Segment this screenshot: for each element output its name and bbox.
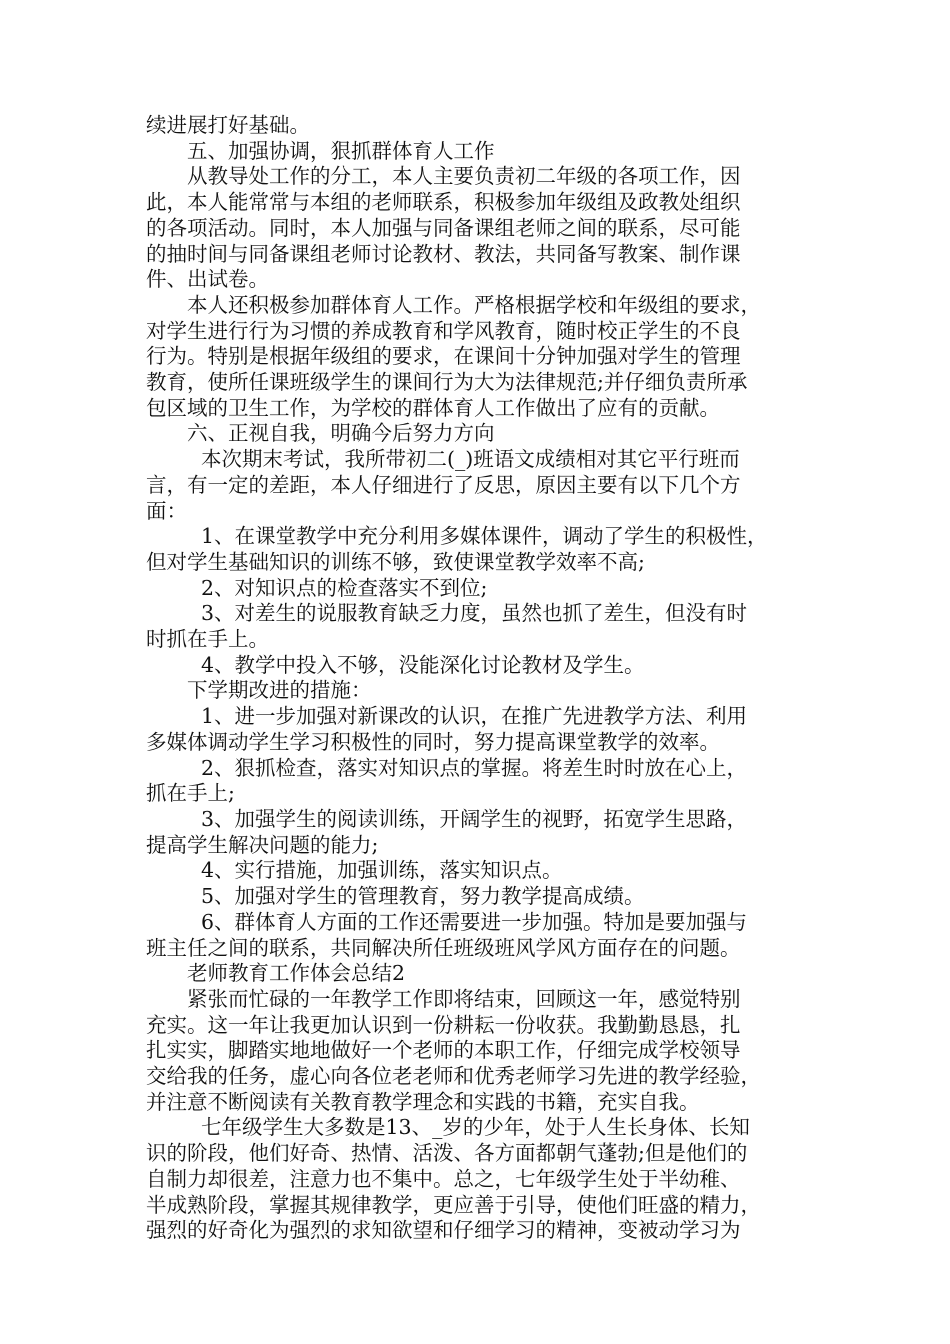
text-line: 班主任之间的联系，共同解决所任班级班风学风方面存在的问题。 — [146, 935, 741, 960]
text-line: 并注意不断阅读有关教育教学理念和实践的书籍，充实自我。 — [146, 1089, 700, 1114]
text-line: 多媒体调动学生学习积极性的同时，努力提高课堂教学的效率。 — [146, 729, 720, 754]
text-line: 1、在课堂教学中充分利用多媒体课件，调动了学生的积极性， — [201, 524, 768, 549]
text-line: 紧张而忙碌的一年教学工作即将结束，回顾这一年，感觉特别 — [187, 986, 741, 1011]
text-line: 的抽时间与同备课组老师讨论教材、教法，共同备写教案、制作课 — [146, 241, 741, 266]
text-line: 提高学生解决问题的能力; — [146, 832, 379, 857]
text-line: 半成熟阶段，掌握其规律教学，更应善于引导，使他们旺盛的精力， — [146, 1192, 761, 1217]
text-line: 强烈的好奇化为强烈的求知欲望和仔细学习的精神，变被动学习为 — [146, 1218, 741, 1243]
text-line: 下学期改进的措施： — [187, 678, 372, 703]
text-line: 此，本人能常常与本组的老师联系，积极参加年级组及政教处组织 — [146, 190, 741, 215]
text-line: 3、对差生的说服教育缺乏力度，虽然也抓了差生，但没有时 — [201, 601, 748, 626]
text-line: 面： — [146, 498, 187, 523]
text-line: 七年级学生大多数是13、_岁的少年，处于人生长身体、长知 — [201, 1115, 750, 1140]
text-line: 从教导处工作的分工，本人主要负责初二年级的各项工作，因 — [187, 164, 741, 189]
text-line: 六、正视自我，明确今后努力方向 — [187, 421, 495, 446]
text-line: 自制力却很差，注意力也不集中。总之，七年级学生处于半幼稚、 — [146, 1166, 741, 1191]
text-line: 续进展打好基础。 — [146, 113, 310, 137]
text-line: 老师教育工作体会总结2 — [187, 961, 406, 986]
text-line: 包区域的卫生工作，为学校的群体育人工作做出了应有的贡献。 — [146, 395, 720, 420]
document-body — [146, 113, 812, 1244]
text-line: 言，有一定的差距，本人仔细进行了反思，原因主要有以下几个方 — [146, 472, 741, 497]
text-line: 对学生进行行为习惯的养成教育和学风教育，随时校正学生的不良 — [146, 318, 741, 343]
text-line: 扎实实，脚踏实地地做好一个老师的本职工作，仔细完成学校领导 — [146, 1038, 741, 1063]
text-line: 本次期末考试，我所带初二(_)班语文成绩相对其它平行班而 — [201, 447, 740, 472]
text-line: 识的阶段，他们好奇、热情、活泼、各方面都朝气蓬勃;但是他们的 — [146, 1141, 748, 1166]
text-line: 4、教学中投入不够，没能深化讨论教材及学生。 — [201, 652, 645, 677]
text-line: 件、出试卷。 — [146, 267, 269, 292]
text-line: 行为。特别是根据年级组的要求，在课间十分钟加强对学生的管理 — [146, 344, 741, 369]
text-line: 3、加强学生的阅读训练，开阔学生的视野，拓宽学生思路， — [201, 806, 748, 831]
text-line: 5、加强对学生的管理教育，努力教学提高成绩。 — [201, 884, 645, 909]
text-line: 4、实行措施，加强训练，落实知识点。 — [201, 858, 563, 883]
text-line: 但对学生基础知识的训练不够，致使课堂教学效率不高; — [146, 549, 645, 574]
text-line: 时抓在手上。 — [146, 627, 269, 652]
text-line: 交给我的任务，虚心向各位老老师和优秀老师学习先进的教学经验， — [146, 1064, 761, 1089]
text-line: 的各项活动。同时，本人加强与同备课组老师之间的联系，尽可能 — [146, 215, 741, 240]
text-line: 2、对知识点的检查落实不到位; — [201, 575, 488, 600]
text-line: 2、狠抓检查，落实对知识点的掌握。将差生时时放在心上， — [201, 755, 748, 780]
text-line: 五、加强协调，狠抓群体育人工作 — [187, 138, 495, 163]
text-line: 抓在手上; — [146, 781, 235, 806]
text-line: 1、进一步加强对新课改的认识，在推广先进教学方法、利用 — [201, 704, 748, 729]
text-line: 充实。这一年让我更加认识到一份耕耘一份收获。我勤勤恳恳，扎 — [146, 1012, 741, 1037]
text-line: 教育，使所任课班级学生的课间行为大为法律规范;并仔细负责所承 — [146, 370, 748, 395]
text-line: 本人还积极参加群体育人工作。严格根据学校和年级组的要求， — [187, 292, 761, 317]
text-line: 6、群体育人方面的工作还需要进一步加强。特加是要加强与 — [201, 909, 748, 934]
